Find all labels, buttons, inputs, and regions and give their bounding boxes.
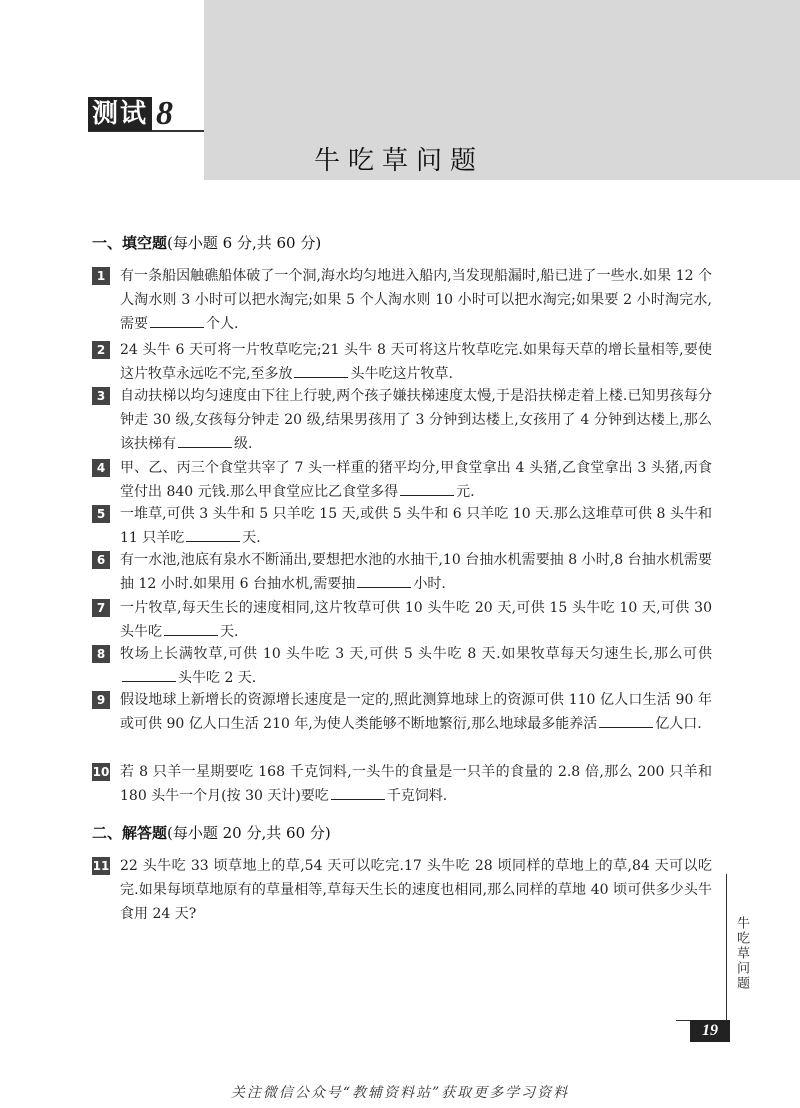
section-note: (每小题 6 分,共 60 分)	[167, 234, 322, 252]
question-2	[92, 338, 712, 386]
question-text-tail: 小时.	[413, 576, 446, 592]
test-number: 8	[156, 95, 174, 132]
answer-blank[interactable]	[122, 667, 176, 682]
question-number-badge: 7	[92, 599, 110, 617]
question-3	[92, 384, 712, 456]
page-title: 牛吃草问题	[314, 146, 485, 176]
section-title: 一、填空题	[92, 234, 168, 252]
question-text-tail: 个人.	[206, 316, 239, 332]
test-word: 测试	[88, 97, 152, 131]
question-9	[92, 688, 712, 736]
question-5	[92, 502, 712, 550]
question-text-tail: 天.	[242, 530, 261, 546]
question-text: 牧场上长满牧草,可供 10 头牛吃 3 天,可供 5 头牛吃 8 天.如果牧草每天匀速生长,那么可供	[120, 646, 712, 662]
question-text-tail: 级.	[234, 436, 253, 452]
question-text: 自动扶梯以均匀速度由下往上行驶,两个孩子嫌扶梯速度太慢,于是沿扶梯走着上楼.已知男孩每分钟走 30 级,女孩每分钟走 20 级,结果男孩用了 3 分钟到达楼上,女孩用了 4 分钟到达楼上,那么该扶梯有	[120, 388, 712, 452]
question-text-tail: 千克饲料.	[386, 788, 448, 804]
question-8	[92, 642, 712, 690]
question-text-tail: 头牛吃这片牧草.	[350, 366, 453, 382]
side-label: 牛吃草问题	[734, 916, 749, 991]
answer-blank[interactable]	[400, 481, 454, 496]
answer-blank[interactable]	[150, 313, 204, 328]
question-6	[92, 548, 712, 596]
question-number-badge: 2	[92, 341, 110, 359]
footer-note: 关注微信公众号“教辅资料站”获取更多学习资料	[230, 1085, 570, 1101]
answer-blank[interactable]	[186, 527, 240, 542]
question-7	[92, 596, 712, 644]
answer-blank[interactable]	[599, 713, 653, 728]
header-band	[204, 0, 800, 180]
page-number: 19	[690, 1020, 730, 1042]
question-10	[92, 760, 712, 808]
answer-blank[interactable]	[178, 433, 232, 448]
question-text: 假设地球上新增长的资源增长速度是一定的,照此测算地球上的资源可供 110 亿人口生活 90 年或可供 90 亿人口生活 210 年,为使人类能够不断地繁衍,那么地球最多能养活	[120, 692, 712, 732]
question-text-tail: 天.	[220, 624, 239, 640]
question-text: 24 头牛 6 天可将一片牧草吃完;21 头牛 8 天可将这片牧草吃完.如果每天草的增长量相等,要使这片牧草永远吃不完,至多放	[120, 342, 712, 382]
question-text: 若 8 只羊一星期要吃 168 千克饲料,一头牛的食量是一只羊的食量的 2.8 倍,那么 200 只羊和 180 头牛一个月(按 30 天计)要吃	[120, 764, 712, 804]
question-number-badge: 4	[92, 459, 110, 477]
answer-blank[interactable]	[164, 621, 218, 636]
question-text: 22 头牛吃 33 顷草地上的草,54 天可以吃完.17 头牛吃 28 顷同样的草地上的草,84 天可以吃完.如果每顷草地原有的草量相等,草每天生长的速度也相同,那么同样的草地 40 顷可供多少头牛食用 24 天?	[120, 858, 712, 922]
section-note: (每小题 20 分,共 60 分)	[167, 824, 331, 842]
question-number-badge: 1	[92, 267, 110, 285]
section-heading-answer	[92, 822, 331, 843]
question-text: 有一水池,池底有泉水不断涌出,要想把水池的水抽干,10 台抽水机需要抽 8 小时,8 台抽水机需要抽 12 小时.如果用 6 台抽水机,需要抽	[120, 552, 712, 592]
answer-blank[interactable]	[331, 785, 385, 800]
question-text: 有一条船因触礁船体破了一个洞,海水均匀地进入船内,当发现船漏时,船已进了一些水.如果 12 个人淘水则 3 小时可以把水淘完;如果 5 个人淘水则 10 小时可以把水淘完;如果要 2 小时淘完水,需要	[120, 268, 712, 332]
question-text: 一片牧草,每天生长的速度相同,这片牧草可供 10 头牛吃 20 天,可供 15 头牛吃 10 天,可供 30 头牛吃	[120, 600, 712, 640]
question-text-tail: 亿人口.	[655, 716, 702, 732]
section-title: 二、解答题	[92, 824, 168, 842]
question-text: 一堆草,可供 3 头牛和 5 只羊吃 15 天,或供 5 头牛和 6 只羊吃 10 天.那么这堆草可供 8 头牛和 11 只羊吃	[120, 506, 712, 546]
question-number-badge: 9	[92, 691, 110, 709]
question-text: 甲、乙、丙三个食堂共宰了 7 头一样重的猪平均分,甲食堂拿出 4 头猪,乙食堂拿出 3 头猪,丙食堂付出 840 元钱.那么甲食堂应比乙食堂多得	[120, 460, 712, 500]
test-label	[88, 96, 173, 132]
question-text-tail: 元.	[456, 484, 475, 500]
question-number-badge: 11	[92, 859, 110, 873]
question-number-badge: 3	[92, 387, 110, 405]
answer-blank[interactable]	[357, 573, 411, 588]
question-number-badge: 8	[92, 645, 110, 663]
question-4	[92, 456, 712, 504]
question-text-tail: 头牛吃 2 天.	[178, 670, 257, 686]
answer-blank[interactable]	[294, 363, 348, 378]
question-number-badge: 10	[92, 765, 110, 779]
question-1	[92, 264, 712, 336]
question-number-badge: 6	[92, 551, 110, 569]
question-11	[92, 854, 712, 926]
section-heading-fill-blank	[92, 232, 321, 253]
question-number-badge: 5	[92, 505, 110, 523]
